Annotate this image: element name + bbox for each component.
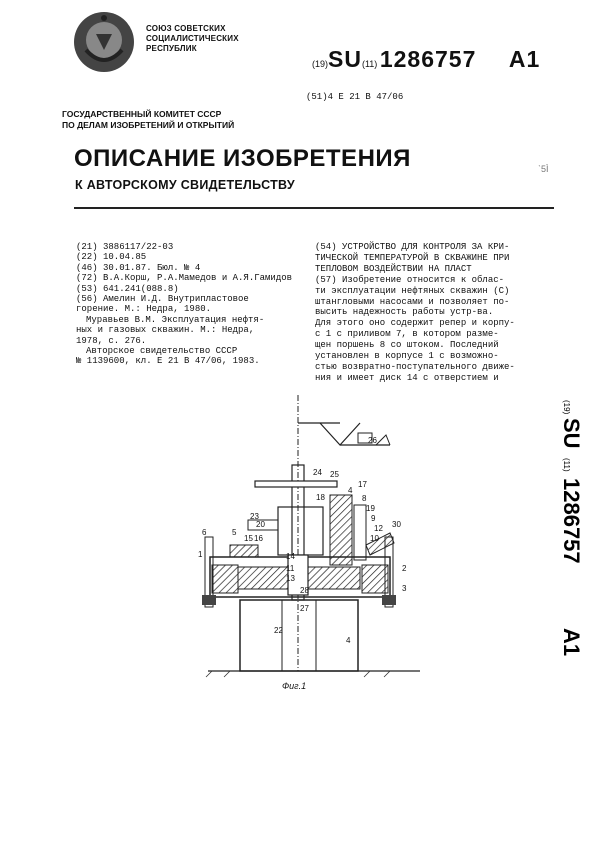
abstract-line: (57) Изобретение относится к облас- xyxy=(315,274,505,285)
org-line-3: РЕСПУБЛИК xyxy=(146,44,197,53)
country-code: SU xyxy=(328,46,362,72)
drawing-label: 10 xyxy=(370,534,379,543)
code-19: (19) xyxy=(312,59,329,69)
document-title: ОПИСАНИЕ ИЗОБРЕТЕНИЯ xyxy=(74,145,411,172)
drawing-label: 17 xyxy=(358,480,367,489)
vertical-patent-stamp xyxy=(526,400,584,670)
biblio-line: (46) 30.01.87. Бюл. № 4 xyxy=(76,262,201,273)
drawing-label: 5 xyxy=(232,528,237,537)
drawing-label: 3 xyxy=(402,584,407,593)
abstract-line: установлен в корпусе 1 с возможно- xyxy=(315,351,499,362)
drawing-label: 26 xyxy=(368,436,377,445)
drawing-label: 20 xyxy=(256,520,265,529)
drawing-label: 25 xyxy=(330,470,339,479)
abstract-line: (54) УСТРОЙСТВО ДЛЯ КОНТРОЛЯ ЗА КРИ- xyxy=(315,242,510,252)
biblio-line: (56) Амелин И.Д. Внутрипластовое xyxy=(76,294,249,305)
biblio-line: ных и газовых скважин. М.: Недра, xyxy=(76,325,255,336)
biblio-line: (72) В.А.Корш, Р.А.Мамедов и А.Я.Гамидов xyxy=(76,273,293,284)
document-subtitle: К АВТОРСКОМУ СВИДЕТЕЛЬСТВУ xyxy=(75,178,295,192)
abstract-line: ти эксплуатации нефтяных скважин (С) xyxy=(315,285,510,296)
drawing-label: 14 xyxy=(286,552,295,561)
abstract-line: ТЕПЛОВОМ ВОЗДЕЙСТВИИ НА ПЛАСТ xyxy=(315,263,472,274)
biblio-line: (21) 3886117/22-03 xyxy=(76,242,174,252)
vertical-country-code: SU xyxy=(559,418,584,449)
committee-line-1: ГОСУДАРСТВЕННЫЙ КОМИТЕТ СССР xyxy=(62,109,222,119)
org-line-2: СОЦИАЛИСТИЧЕСКИХ xyxy=(146,34,239,43)
kind-code: A1 xyxy=(508,46,541,72)
biblio-line: № 1139600, кл. Е 21 В 47/06, 1983. xyxy=(76,356,260,367)
drawing-label: 16 xyxy=(254,534,263,543)
vertical-patent-number: 1286757 xyxy=(559,478,584,564)
biblio-line: 1978, с. 276. xyxy=(76,335,147,346)
drawing-label: 19 xyxy=(366,504,375,513)
org-name xyxy=(146,24,239,54)
vertical-code-11: (11) xyxy=(562,458,571,472)
drawing-label: 4 xyxy=(346,636,351,645)
corner-mark: ˋ5Ì xyxy=(538,164,549,174)
drawing-label: 18 xyxy=(316,493,325,502)
abstract-line: Для этого оно содержит репер и корпу- xyxy=(315,318,515,329)
drawing-label: 2 xyxy=(402,564,407,573)
biblio-line: горение. М.: Недра, 1980. xyxy=(76,304,212,315)
ussr-emblem xyxy=(72,10,136,74)
committee-name xyxy=(62,109,234,131)
biblio-line: (22) 10.04.85 xyxy=(76,252,147,263)
drawing-label: 30 xyxy=(392,520,401,529)
drawing-label: 12 xyxy=(374,524,383,533)
drawing-label: 28 xyxy=(300,586,309,595)
abstract-line: стью возвратно-поступательного движе- xyxy=(315,361,515,372)
abstract-line: ТИЧЕСКОЙ ТЕМПЕРАТУРОЙ В СКВАЖИНЕ ПРИ xyxy=(315,252,510,263)
abstract-line: щен поршень 8 со штоком. Последний xyxy=(315,340,499,351)
drawing-label: 13 xyxy=(286,574,295,583)
drawing-label: 11 xyxy=(286,564,295,573)
patent-number: 1286757 xyxy=(379,46,477,72)
abstract-line: штангловыми насосами и позволяет по- xyxy=(315,296,510,307)
drawing-label: 9 xyxy=(371,514,376,523)
drawing-label: 8 xyxy=(362,494,367,503)
abstract-text xyxy=(315,242,555,384)
header-rule xyxy=(74,207,554,209)
vertical-code-19: (19) xyxy=(562,400,571,415)
vertical-kind-code: A1 xyxy=(559,628,584,657)
biblio-line: (53) 641.241(088.8) xyxy=(76,283,179,294)
committee-line-2: ПО ДЕЛАМ ИЗОБРЕТЕНИЙ И ОТКРЫТИЙ xyxy=(62,120,235,130)
drawing-label: 24 xyxy=(313,468,322,477)
drawing-label: 27 xyxy=(300,604,309,613)
bibliographic-data xyxy=(76,242,296,367)
drawing-label: 6 xyxy=(202,528,207,537)
ipc-class: (51)4 Е 21 В 47/06 xyxy=(306,92,404,102)
abstract-line: с 1 с приливом 7, в котором разме- xyxy=(315,329,499,340)
org-line-1: СОЮЗ СОВЕТСКИХ xyxy=(146,24,226,33)
technical-drawing xyxy=(190,395,430,685)
patent-number-block xyxy=(312,46,540,73)
drawing-label: 4 xyxy=(348,486,353,495)
biblio-line: Муравьев В.М. Эксплуатация нефтя- xyxy=(86,314,265,325)
biblio-line: Авторское свидетельство СССР xyxy=(86,346,238,357)
code-11: (11) xyxy=(361,59,378,69)
abstract-line: ния и имеет диск 14 с отверстием и xyxy=(315,372,499,383)
drawing-label: 1 xyxy=(198,550,203,559)
abstract-line: высить надежность работы устр-ва. xyxy=(315,307,494,318)
drawing-label: 15 xyxy=(244,534,253,543)
drawing-label: 23 xyxy=(250,512,259,521)
figure-caption: Фиг.1 xyxy=(282,681,307,691)
drawing-label: 22 xyxy=(274,626,283,635)
